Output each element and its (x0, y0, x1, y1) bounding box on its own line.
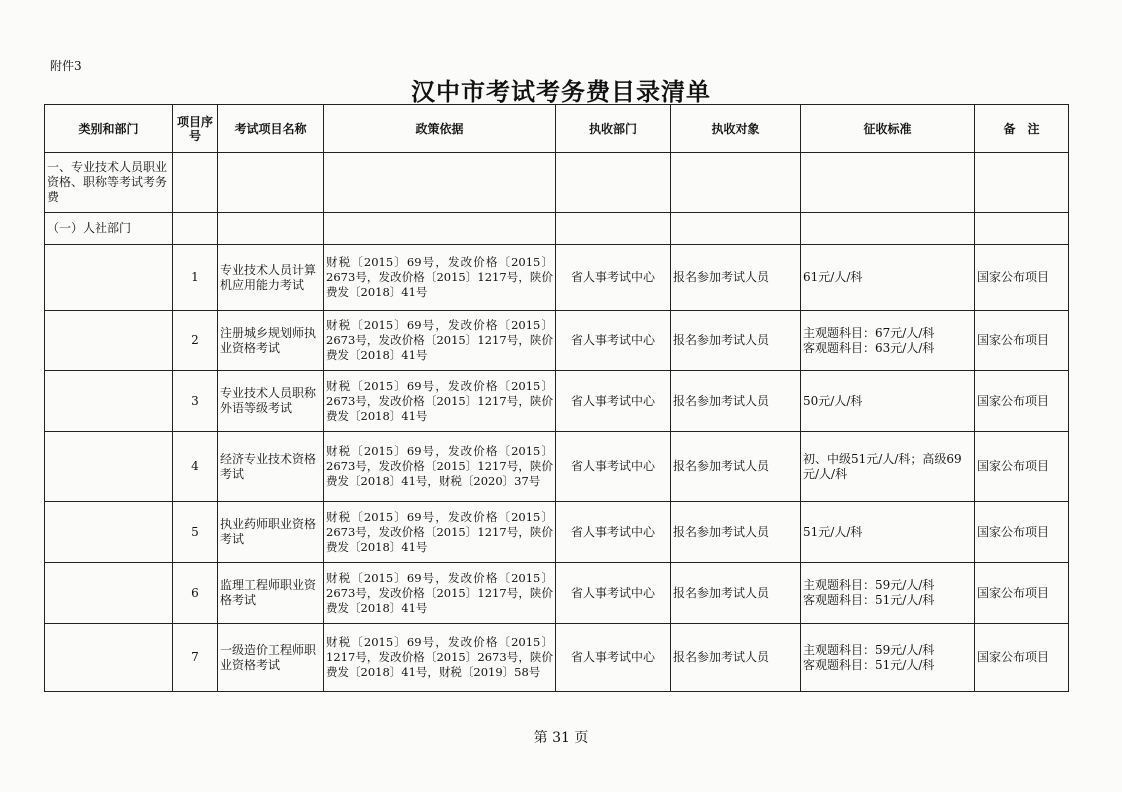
item-number: 2 (173, 311, 218, 371)
collecting-target: 报名参加考试人员 (671, 502, 801, 563)
exam-name: 监理工程师职业资格考试 (218, 563, 324, 624)
header-row (45, 105, 1069, 153)
exam-name: 专业技术人员计算机应用能力考试 (218, 245, 324, 311)
department-cell: （一）人社部门 (45, 213, 173, 245)
policy-basis: 财税〔2015〕69号，发改价格〔2015〕2673号，发改价格〔2015〕1217号，陕价费发〔2018〕41号，财税〔2020〕37号 (324, 432, 556, 502)
fee-standard: 初、中级51元/人/科；高级69元/人/科 (801, 432, 975, 502)
fee-table (44, 104, 1069, 692)
category-cell-empty (45, 563, 173, 624)
fee-standard: 61元/人/科 (801, 245, 975, 311)
remark: 国家公布项目 (975, 311, 1069, 371)
collecting-target: 报名参加考试人员 (671, 245, 801, 311)
collecting-target: 报名参加考试人员 (671, 371, 801, 432)
policy-basis: 财税〔2015〕69号，发改价格〔2015〕2673号，发改价格〔2015〕1217号，陕价费发〔2018〕41号 (324, 563, 556, 624)
item-number: 6 (173, 563, 218, 624)
col-header-dept: 执收部门 (556, 105, 671, 153)
category-cell: 一、专业技术人员职业资格、职称等考试考务费 (45, 153, 173, 213)
collecting-dept: 省人事考试中心 (556, 502, 671, 563)
remark: 国家公布项目 (975, 432, 1069, 502)
table-row (45, 502, 1069, 563)
collecting-target: 报名参加考试人员 (671, 311, 801, 371)
policy-basis: 财税〔2015〕69号，发改价格〔2015〕2673号，发改价格〔2015〕1217号，陕价费发〔2018〕41号 (324, 311, 556, 371)
category-cell-empty (45, 432, 173, 502)
col-header-target: 执收对象 (671, 105, 801, 153)
exam-name: 注册城乡规划师执业资格考试 (218, 311, 324, 371)
page-number: 第 31 页 (533, 730, 589, 746)
category-cell-empty (45, 502, 173, 563)
item-number: 4 (173, 432, 218, 502)
collecting-target: 报名参加考试人员 (671, 563, 801, 624)
collecting-target: 报名参加考试人员 (671, 432, 801, 502)
table-row (45, 432, 1069, 502)
exam-name: 专业技术人员职称外语等级考试 (218, 371, 324, 432)
category-cell-empty (45, 245, 173, 311)
policy-basis: 财税〔2015〕69号，发改价格〔2015〕1217号，发改价格〔2015〕2673号，陕价费发〔2018〕41号，财税〔2019〕58号 (324, 624, 556, 692)
department-row (45, 213, 1069, 245)
col-header-remark: 备 注 (975, 105, 1069, 153)
table-row (45, 563, 1069, 624)
col-header-category: 类别和部门 (45, 105, 173, 153)
collecting-dept: 省人事考试中心 (556, 371, 671, 432)
collecting-target: 报名参加考试人员 (671, 624, 801, 692)
table-row (45, 311, 1069, 371)
collecting-dept: 省人事考试中心 (556, 563, 671, 624)
category-row (45, 153, 1069, 213)
collecting-dept: 省人事考试中心 (556, 311, 671, 371)
item-number: 5 (173, 502, 218, 563)
collecting-dept: 省人事考试中心 (556, 624, 671, 692)
policy-basis: 财税〔2015〕69号，发改价格〔2015〕2673号，发改价格〔2015〕1217号，陕价费发〔2018〕41号 (324, 245, 556, 311)
fee-standard: 50元/人/科 (801, 371, 975, 432)
fee-standard: 51元/人/科 (801, 502, 975, 563)
exam-name: 执业药师职业资格考试 (218, 502, 324, 563)
fee-standard: 主观题科目：59元/人/科 客观题科目：51元/人/科 (801, 624, 975, 692)
exam-name: 一级造价工程师职业资格考试 (218, 624, 324, 692)
category-cell-empty (45, 311, 173, 371)
item-number: 3 (173, 371, 218, 432)
collecting-dept: 省人事考试中心 (556, 245, 671, 311)
table-row (45, 624, 1069, 692)
remark: 国家公布项目 (975, 624, 1069, 692)
policy-basis: 财税〔2015〕69号，发改价格〔2015〕2673号，发改价格〔2015〕1217号，陕价费发〔2018〕41号 (324, 371, 556, 432)
table-row (45, 371, 1069, 432)
remark: 国家公布项目 (975, 245, 1069, 311)
document-title: 汉中市考试考务费目录清单 (411, 77, 711, 106)
fee-standard: 主观题科目：59元/人/科 客观题科目：51元/人/科 (801, 563, 975, 624)
col-header-standard: 征收标准 (801, 105, 975, 153)
category-cell-empty (45, 624, 173, 692)
table-row (45, 245, 1069, 311)
fee-standard: 主观题科目：67元/人/科 客观题科目：63元/人/科 (801, 311, 975, 371)
policy-basis: 财税〔2015〕69号，发改价格〔2015〕2673号，发改价格〔2015〕1217号，陕价费发〔2018〕41号 (324, 502, 556, 563)
attachment-label: 附件3 (50, 59, 82, 73)
remark: 国家公布项目 (975, 371, 1069, 432)
exam-name: 经济专业技术资格考试 (218, 432, 324, 502)
col-header-number: 项目序号 (173, 105, 218, 153)
col-header-exam-name: 考试项目名称 (218, 105, 324, 153)
col-header-policy: 政策依据 (324, 105, 556, 153)
remark: 国家公布项目 (975, 502, 1069, 563)
category-cell-empty (45, 371, 173, 432)
item-number: 1 (173, 245, 218, 311)
item-number: 7 (173, 624, 218, 692)
remark: 国家公布项目 (975, 563, 1069, 624)
collecting-dept: 省人事考试中心 (556, 432, 671, 502)
